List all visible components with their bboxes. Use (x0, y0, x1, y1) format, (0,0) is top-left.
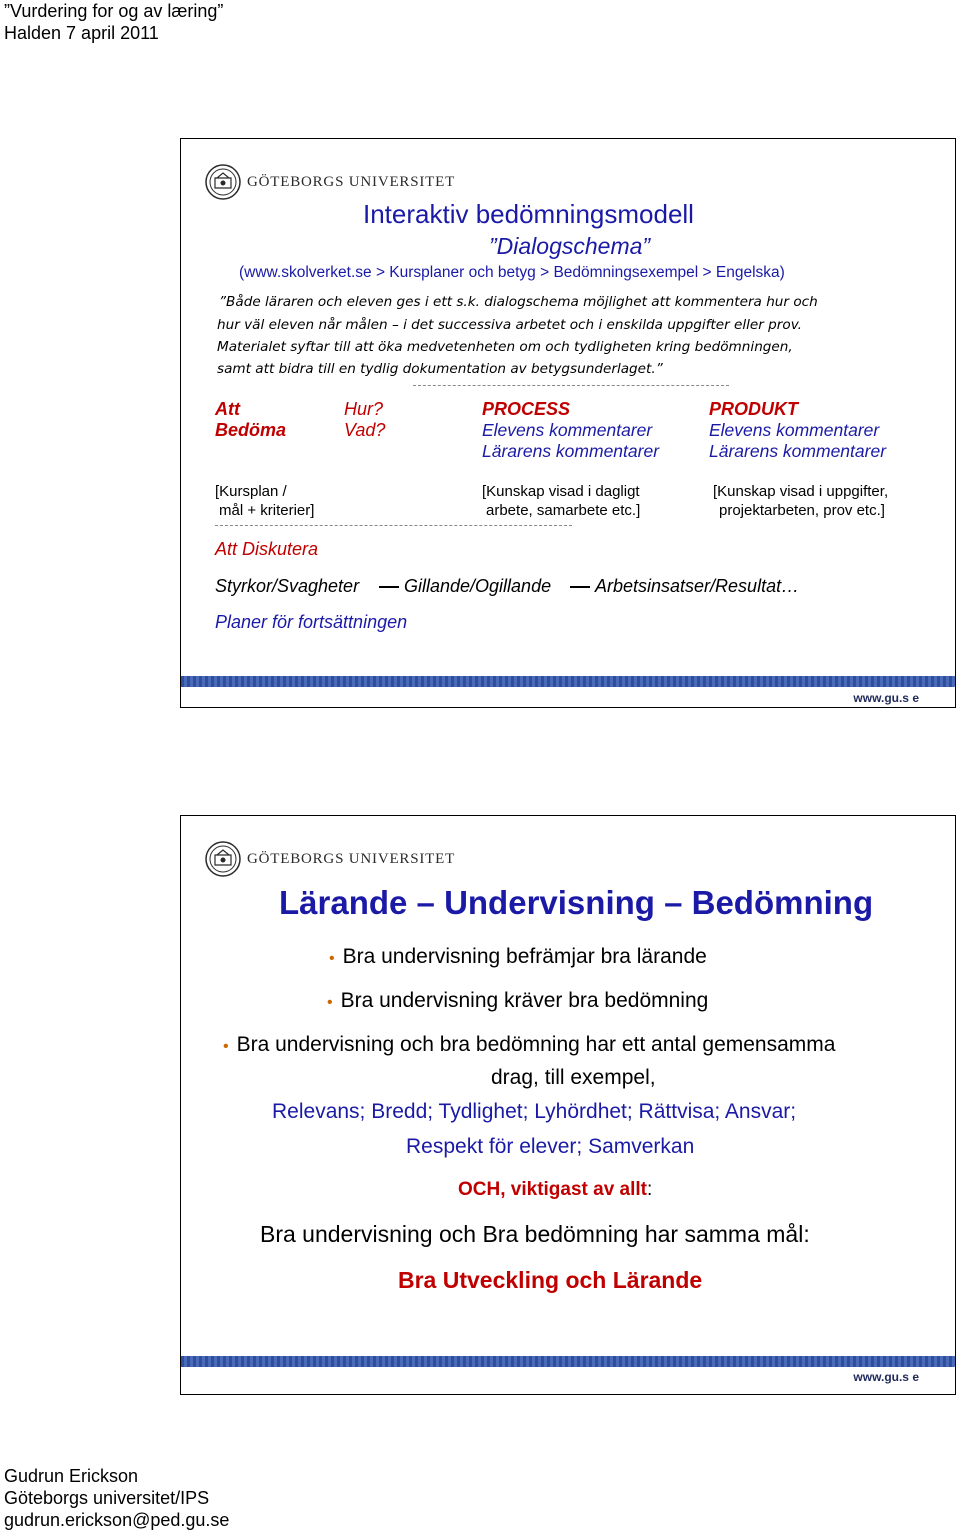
bullet-1 (329, 944, 707, 972)
author-email[interactable]: gudrun.erickson@ped.gu.se (4, 1510, 230, 1530)
bullet-3 (223, 1032, 835, 1060)
label-vad: Vad? (344, 420, 386, 440)
qualities-line-1: Relevans; Bredd; Tydlighet; Lyhördhet; Rättvisa; Ansvar; (272, 1100, 797, 1123)
gu-url[interactable]: www.gu.s e (853, 691, 919, 705)
att-diskutera: Att Diskutera (215, 539, 319, 559)
final-goal: Bra Utveckling och Lärande (398, 1267, 703, 1293)
produkt-lararens: Lärarens kommentarer (709, 441, 887, 461)
header-title: ”Vurdering for og av læring” (4, 1, 224, 21)
gu-url[interactable]: www.gu.s e (853, 1370, 919, 1384)
label-hur: Hur? (344, 399, 384, 419)
bullet-3-text: Bra undervisning och bra bedömning har ett antal gemensamma (236, 1033, 836, 1056)
bullet-2-text: Bra undervisning kräver bra bedömning (340, 989, 709, 1012)
quote-line-1: ”Både läraren och eleven ges i ett s.k. dialogschema möjlighet att kommentera hur och (219, 294, 818, 310)
och-viktigast (458, 1178, 652, 1202)
university-name: GÖTEBORGS UNIVERSITET (247, 850, 456, 867)
bullet-3-cont: drag, till exempel, (491, 1066, 656, 1089)
dash-separator (379, 586, 399, 588)
kunskap-uppg-line-1: [Kunskap visad i uppgifter, (713, 483, 889, 500)
label-produkt: PRODUKT (709, 399, 798, 419)
bullet-1-text: Bra undervisning befrämjar bra lärande (342, 945, 707, 968)
process-lararens: Lärarens kommentarer (482, 441, 660, 461)
gillande-ogillande: Gillande/Ogillande (404, 576, 552, 596)
footer-bar (181, 676, 955, 687)
kunskap-dagligt-line-2: arbete, samarbete etc.] (486, 502, 641, 519)
university-seal-icon (205, 164, 241, 200)
divider (215, 525, 572, 526)
planer-fortsattning: Planer för fortsättningen (215, 612, 408, 632)
bullet-dot-icon: • (327, 994, 333, 1011)
slide-dialogschema (180, 138, 956, 708)
university-name: GÖTEBORGS UNIVERSITET (247, 173, 456, 190)
quote-line-4: samt att bidra till en tydlig dokumentation av betygsunderlaget.” (217, 361, 663, 377)
university-logo (205, 161, 455, 203)
header-date: Halden 7 april 2011 (4, 23, 159, 43)
produkt-elevens: Elevens kommentarer (709, 420, 880, 440)
kunskap-uppg-line-2: projektarbeten, prov etc.] (719, 502, 885, 519)
author-org: Göteborgs universitet/IPS (4, 1488, 210, 1508)
bullet-2 (327, 988, 708, 1016)
document-header (4, 0, 223, 44)
dash-separator (570, 586, 590, 588)
och-viktigast-text: OCH, viktigast av allt (458, 1179, 648, 1200)
slide-larande-undervisning (180, 815, 956, 1395)
slide-subtitle: ”Dialogschema” (489, 233, 651, 259)
bullet-dot-icon: • (223, 1038, 229, 1055)
university-logo (205, 838, 455, 880)
kursplan-line-2: mål + kriterier] (219, 502, 315, 519)
author-name: Gudrun Erickson (4, 1466, 139, 1486)
process-elevens: Elevens kommentarer (482, 420, 653, 440)
university-seal-icon (205, 841, 241, 877)
label-bedoma: Bedöma (215, 420, 287, 440)
och-viktigast-colon: : (647, 1179, 653, 1200)
qualities-line-2: Respekt för elever; Samverkan (406, 1135, 695, 1158)
styrkor-svagheter: Styrkor/Svagheter (215, 576, 360, 596)
quote-line-2: hur väl eleven når målen – i det successiva arbetet och i enskilda uppgifter eller prov. (217, 317, 802, 333)
source-link[interactable]: (www.skolverket.se > Kursplaner och betyg > Bedömningsexempel > Engelska) (239, 264, 785, 281)
label-process: PROCESS (482, 399, 571, 419)
divider (413, 385, 729, 386)
footer-bar (181, 1356, 955, 1367)
arbetsinsatser-resultat: Arbetsinsatser/Resultat… (595, 576, 800, 596)
slide-title: Interaktiv bedömningsmodell (363, 199, 694, 229)
author-footer (4, 1465, 229, 1531)
same-goal: Bra undervisning och Bra bedömning har samma mål: (260, 1221, 810, 1247)
kunskap-dagligt-line-1: [Kunskap visad i dagligt (482, 483, 640, 500)
label-att: Att (215, 399, 240, 419)
slide-title: Lärande – Undervisning – Bedömning (279, 884, 874, 921)
kursplan-line-1: [Kursplan / (215, 483, 287, 500)
quote-line-3: Materialet syftar till att öka medvetenheten om och tydligheten kring bedömningen, (217, 339, 793, 355)
bullet-dot-icon: • (329, 950, 335, 967)
